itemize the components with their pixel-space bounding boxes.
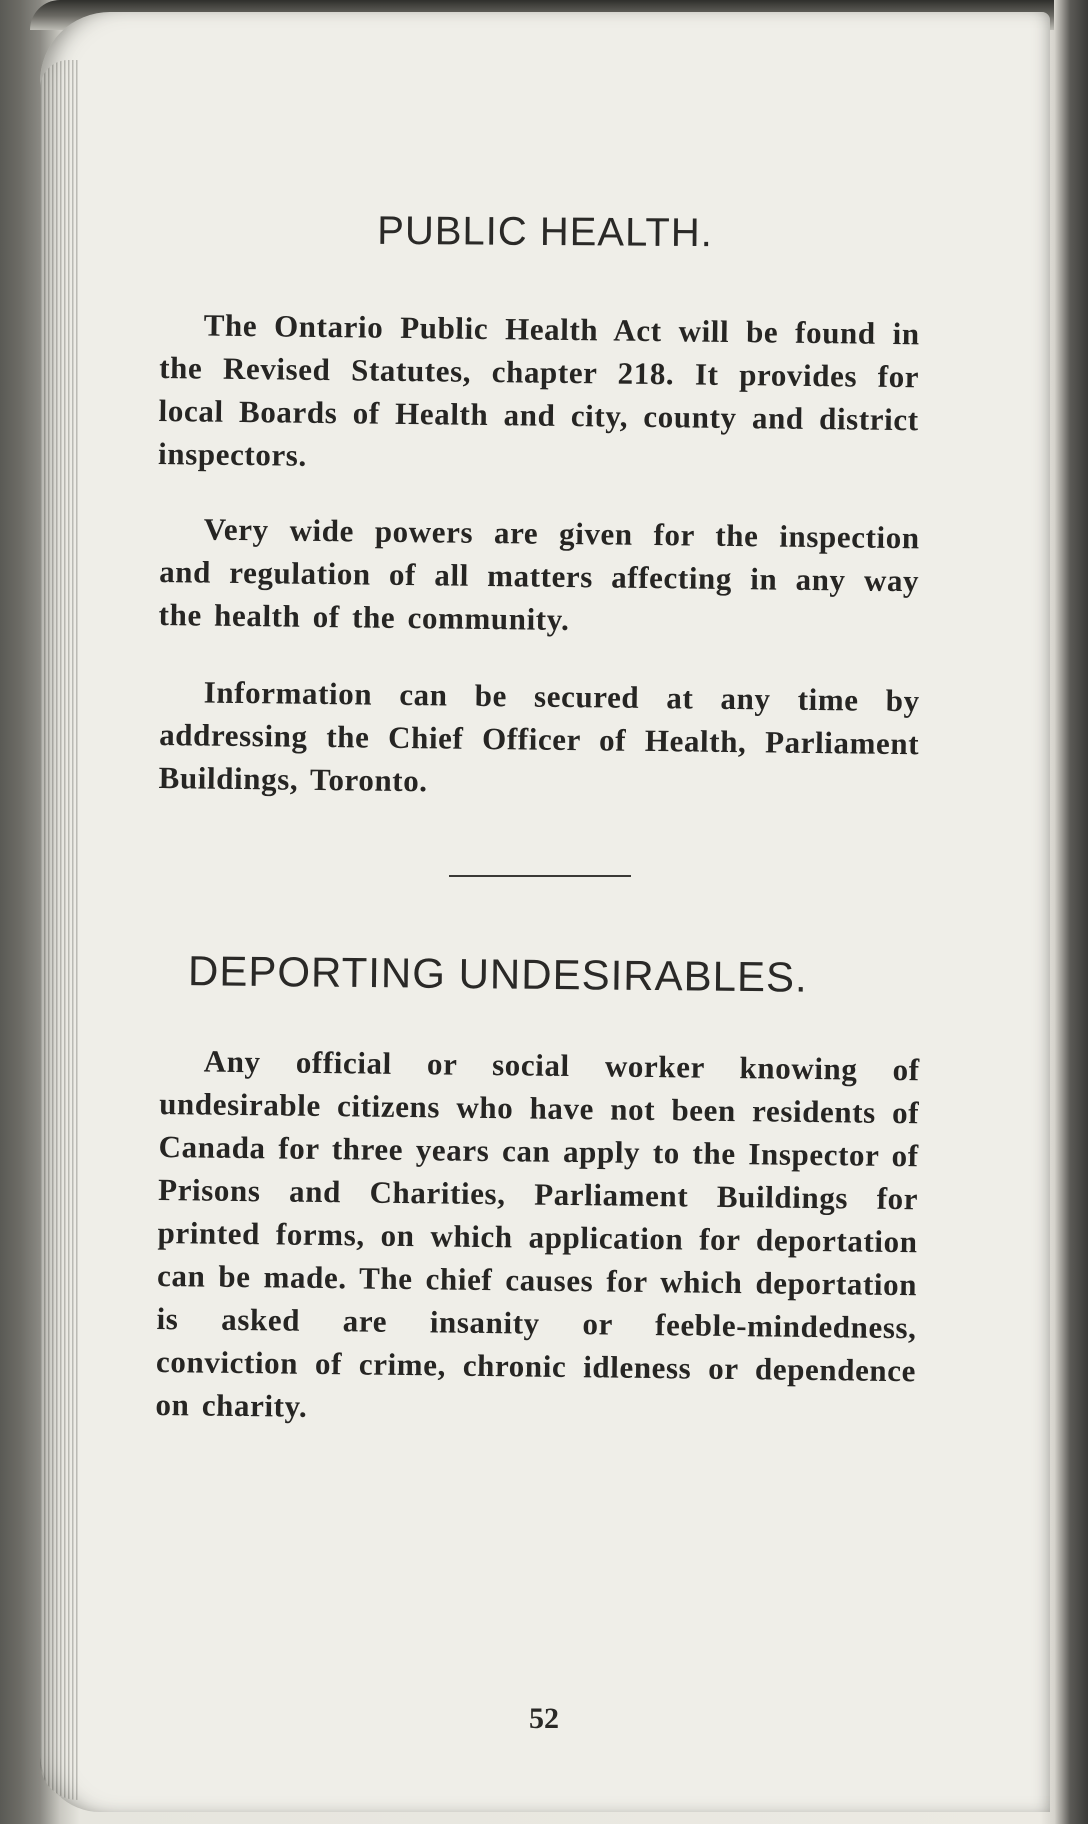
book-binding: [1054, 0, 1088, 1824]
paragraph-powers: Very wide powers are given for the inspection and regulation of all matters affecting in any way the health of the community.: [158, 511, 920, 638]
page-stack-edges: [40, 60, 78, 1800]
section-title-public-health: PUBLIC HEALTH.: [377, 208, 713, 256]
page-number: 52: [529, 1702, 559, 1735]
section-public-health: [157, 208, 920, 799]
section-deporting-undesirables: [155, 947, 920, 1426]
paragraph-health-act: The Ontario Public Health Act will be found in the Revised Statutes, chapter 218. It provides for local Boards of Health and city, county and district inspectors.: [157, 307, 920, 473]
paragraph-deportation: Any official or social worker knowing of undesirable citizens who have not been residents of Canada for three years can apply to the Inspector of Prisons and Charities, Parliament Buildings for printed forms, on which application for deportation can be made. The chief causes for which deportation is asked are insanity or feeble-mindedness, conviction of crime, chronic idleness or dependence on charity.: [155, 1043, 920, 1424]
section-title-deporting: DEPORTING UNDESIRABLES.: [187, 947, 808, 1001]
page-content: [155, 208, 920, 1426]
paragraph-information: Information can be secured at any time by addressing the Chief Officer of Health, Parliament Buildings, Toronto.: [158, 674, 920, 799]
